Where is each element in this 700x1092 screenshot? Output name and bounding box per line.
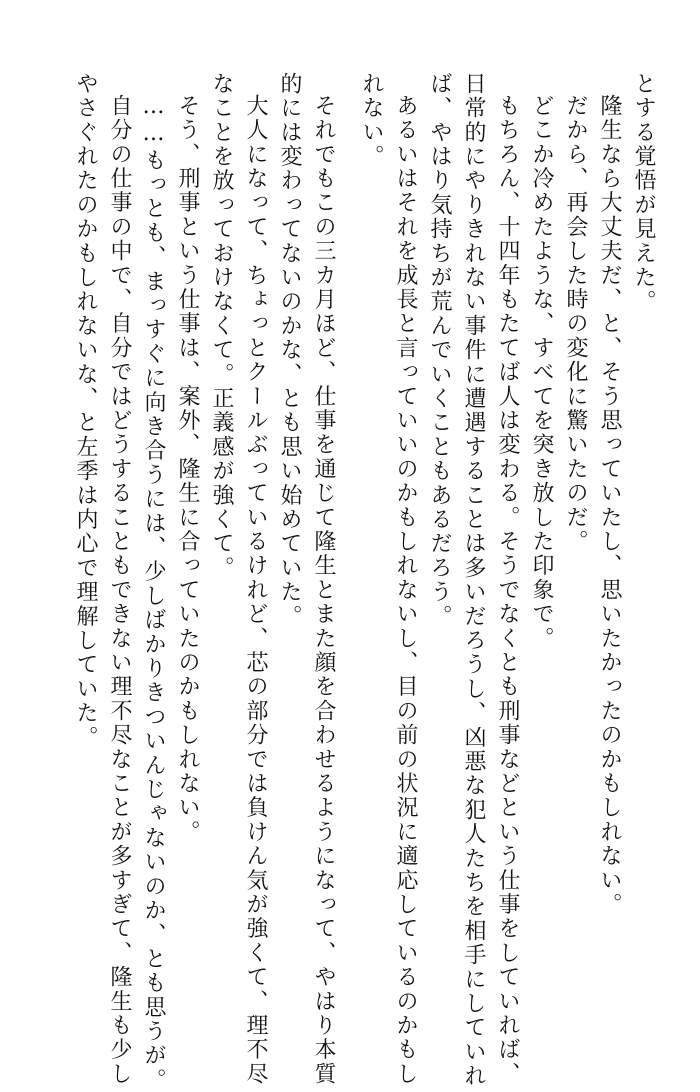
text-line: そう、刑事という仕事は、案外、隆生に合っていたのかもしれない。 xyxy=(175,94,200,845)
text-line: 自分の仕事の中で、自分ではどうすることもできない理不尽なことが多すぎて、隆生も少し xyxy=(107,94,132,1087)
text-line: 隆生なら大丈夫だ、と、そう思っていたし、思いたかったのかもしれない。 xyxy=(597,94,622,917)
text-line: どこか冷めたような、すべてを突き放した印象で。 xyxy=(529,94,554,651)
text-line: あるいはそれを成長と言っていいのかもしれないし、目の前の状況に適応しているのかもし xyxy=(393,94,418,1087)
text-line: 日常的にやりきれない事件に遭遇することは多いだろうし、凶悪な犯人たちを相手にしていれ xyxy=(461,72,486,1089)
text-line: もちろん、十四年もたてば人は変わる。そうでなくとも刑事などという仕事をしていれば、 xyxy=(495,94,520,1087)
text-line: ば、やはり気持ちが荒んでいくこともあるだろう。 xyxy=(427,72,452,629)
text-line: 大人になって、ちょっとクールぶっているけれど、芯の部分では負けん気が強くて、理不尽 xyxy=(243,94,268,1087)
text-line: ……もっとも、まっすぐに向き合うには、少しばかりきついんじゃないのか、とも思うが。 xyxy=(141,94,166,1092)
text-line: 的には変わってないのかな、とも思い始めていた。 xyxy=(277,72,302,629)
text-line: だから、再会した時の変化に驚いたのだ。 xyxy=(563,94,588,554)
text-line: とする覚悟が見えた。 xyxy=(631,72,656,314)
text-line: それでもこの三カ月ほど、仕事を通じて隆生とまた顔を合わせるようになって、やはり本質 xyxy=(311,94,336,1087)
text-line: なことを放っておけなくて。正義感が強くて。 xyxy=(209,72,234,581)
text-line: やさぐれたのかもしれないな、と左季は内心で理解していた。 xyxy=(73,72,98,750)
text-line: れない。 xyxy=(359,72,384,169)
